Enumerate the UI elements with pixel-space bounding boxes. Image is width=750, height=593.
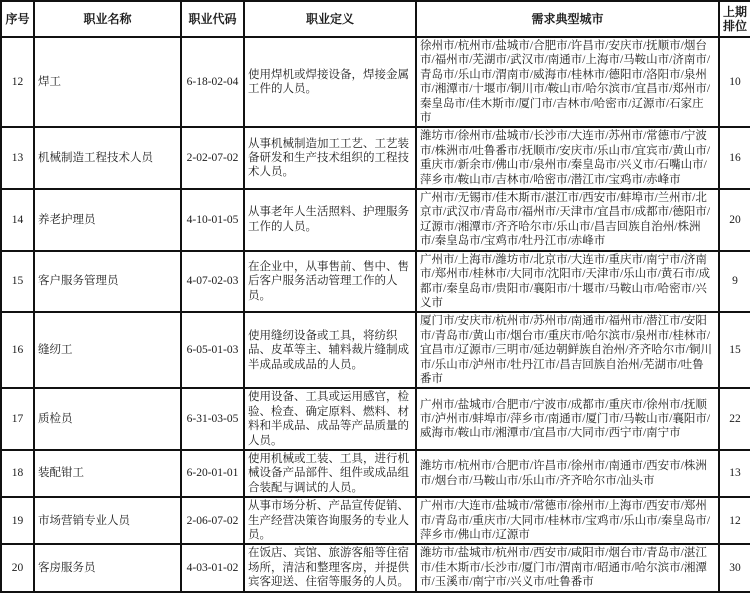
cell-prev-rank: 9 — [719, 251, 750, 313]
cell-definition: 从事市场分析、产品宣传促销、生产经营决策咨询服务的专业人员。 — [244, 497, 416, 544]
cell-index: 13 — [1, 127, 34, 189]
cell-name: 质检员 — [34, 388, 181, 450]
cell-code: 6-05-01-03 — [181, 312, 244, 388]
cell-code: 4-07-02-03 — [181, 251, 244, 313]
cell-name: 焊工 — [34, 37, 181, 127]
cell-code: 4-10-01-05 — [181, 189, 244, 251]
cell-definition: 使用缝纫设备或工具，将纺织品、皮革等主、辅料裁片缝制成半成品或成品的人员。 — [244, 312, 416, 388]
table-row — [1, 312, 750, 388]
cell-code: 6-20-01-01 — [181, 450, 244, 497]
cell-name: 养老护理员 — [34, 189, 181, 251]
header-definition: 职业定义 — [244, 1, 416, 37]
cell-definition: 在饭店、宾馆、旅游客船等住宿场所，清洁和整理客房，并提供宾客迎送、住宿等服务的人员。 — [244, 544, 416, 591]
cell-name: 机械制造工程技术人员 — [34, 127, 181, 189]
cell-name: 装配钳工 — [34, 450, 181, 497]
cell-prev-rank: 30 — [719, 544, 750, 591]
cell-prev-rank: 15 — [719, 312, 750, 388]
cell-cities: 广州市/盐城市/合肥市/宁波市/成都市/重庆市/徐州市/抚顺市/泸州市/蚌埠市/萍乡市/南通市/厦门市/马鞍山市/襄阳市/威海市/鞍山市/湘潭市/宜昌市/大同市/西宁市/南宁市 — [416, 388, 719, 450]
cell-index: 12 — [1, 37, 34, 127]
table-row — [1, 544, 750, 591]
cell-cities: 广州市/上海市/潍坊市/北京市/大连市/重庆市/南宁市/济南市/郑州市/桂林市/大同市/沈阳市/天津市/乐山市/黄石市/成都市/秦皇岛市/贵阳市/襄阳市/十堰市/马鞍山市/哈密市/兴义市 — [416, 251, 719, 313]
cell-index: 19 — [1, 497, 34, 544]
header-row — [1, 1, 750, 37]
cell-code: 2-06-07-02 — [181, 497, 244, 544]
cell-name: 缝纫工 — [34, 312, 181, 388]
cell-index: 20 — [1, 544, 34, 591]
cell-definition: 使用机械或工装、工具，进行机械设备产品部件、组件或成品组合装配与调试的人员。 — [244, 450, 416, 497]
cell-cities: 潍坊市/杭州市/合肥市/许昌市/徐州市/南通市/西安市/株洲市/烟台市/马鞍山市/乐山市/齐齐哈尔市/汕头市 — [416, 450, 719, 497]
header-cities: 需求典型城市 — [416, 1, 719, 37]
header-prev-rank: 上期排位 — [719, 1, 750, 37]
cell-definition: 使用焊机或焊接设备，焊接金属工件的人员。 — [244, 37, 416, 127]
table-row — [1, 450, 750, 497]
cell-index: 14 — [1, 189, 34, 251]
cell-code: 4-03-01-02 — [181, 544, 244, 591]
cell-prev-rank: 20 — [719, 189, 750, 251]
cell-code: 6-18-02-04 — [181, 37, 244, 127]
cell-name: 客房服务员 — [34, 544, 181, 591]
table-row — [1, 37, 750, 127]
cell-index: 17 — [1, 388, 34, 450]
cell-index: 18 — [1, 450, 34, 497]
header-index: 序号 — [1, 1, 34, 37]
cell-index: 15 — [1, 251, 34, 313]
cell-cities: 潍坊市/徐州市/盐城市/长沙市/大连市/苏州市/常德市/宁波市/株洲市/吐鲁番市/抚顺市/安庆市/乐山市/宜宾市/黄山市/重庆市/新余市/佛山市/泉州市/秦皇岛市/兴义市/石嘴山市/萍乡市/鞍山市/吉林市/哈密市/潜江市/宝鸡市/赤峰市 — [416, 127, 719, 189]
cell-cities: 潍坊市/盐城市/杭州市/西安市/咸阳市/烟台市/青岛市/湛江市/佳木斯市/长沙市/厦门市/渭南市/昭通市/哈尔滨市/湘潭市/玉溪市/南宁市/兴义市/吐鲁番市 — [416, 544, 719, 591]
cell-prev-rank: 16 — [719, 127, 750, 189]
cell-definition: 从事老年人生活照料、护理服务工作的人员。 — [244, 189, 416, 251]
cell-prev-rank: 13 — [719, 450, 750, 497]
cell-cities: 广州市/大连市/盐城市/常德市/徐州市/上海市/西安市/郑州市/青岛市/重庆市/大同市/桂林市/宝鸡市/乐山市/秦皇岛市/萍乡市/佛山市/辽源市 — [416, 497, 719, 544]
cell-prev-rank: 22 — [719, 388, 750, 450]
header-name: 职业名称 — [34, 1, 181, 37]
table-body — [1, 37, 750, 592]
cell-name: 市场营销专业人员 — [34, 497, 181, 544]
table-header — [1, 1, 750, 37]
header-code: 职业代码 — [181, 1, 244, 37]
cell-cities: 厦门市/安庆市/杭州市/苏州市/南通市/福州市/潜江市/安阳市/青岛市/黄山市/烟台市/重庆市/哈尔滨市/泉州市/桂林市/宜昌市/辽源市/三明市/延边朝鲜族自治州/齐齐哈尔市/铜川市/乐山市/泸州市/牡丹江市/昌吉回族自治州/芜湖市/吐鲁番市 — [416, 312, 719, 388]
cell-definition: 使用设备、工具或运用感官，检验、检查、确定原料、燃料、材料和半成品、成品等产品质量的人员。 — [244, 388, 416, 450]
table-row — [1, 251, 750, 313]
cell-cities: 徐州市/杭州市/盐城市/合肥市/许昌市/安庆市/抚顺市/烟台市/福州市/芜湖市/武汉市/南通市/上海市/马鞍山市/济南市/青岛市/乐山市/渭南市/威海市/桂林市/德阳市/洛阳市/泉州市/湘潭市/十堰市/铜川市/鞍山市/哈尔滨市/宜昌市/郑州市/秦皇岛市/佳木斯市/厦门市/吉林市/哈密市/辽源市/石家庄市 — [416, 37, 719, 127]
cell-definition: 在企业中，从事售前、售中、售后客户服务活动管理工作的人员。 — [244, 251, 416, 313]
cell-code: 2-02-07-02 — [181, 127, 244, 189]
cell-definition: 从事机械制造加工工艺、工艺装备研发和生产技术组织的工程技术人员。 — [244, 127, 416, 189]
table-row — [1, 388, 750, 450]
cell-cities: 广州市/无锡市/佳木斯市/湛江市/西安市/蚌埠市/兰州市/北京市/武汉市/青岛市/福州市/天津市/宜昌市/成都市/德阳市/辽源市/湘潭市/齐齐哈尔市/乐山市/昌吉回族自治州/株洲市/秦皇岛市/宝鸡市/牡丹江市/赤峰市 — [416, 189, 719, 251]
cell-index: 16 — [1, 312, 34, 388]
cell-prev-rank: 12 — [719, 497, 750, 544]
table-row — [1, 497, 750, 544]
cell-code: 6-31-03-05 — [181, 388, 244, 450]
table-row — [1, 189, 750, 251]
cell-name: 客户服务管理员 — [34, 251, 181, 313]
table-row — [1, 127, 750, 189]
cell-prev-rank: 10 — [719, 37, 750, 127]
